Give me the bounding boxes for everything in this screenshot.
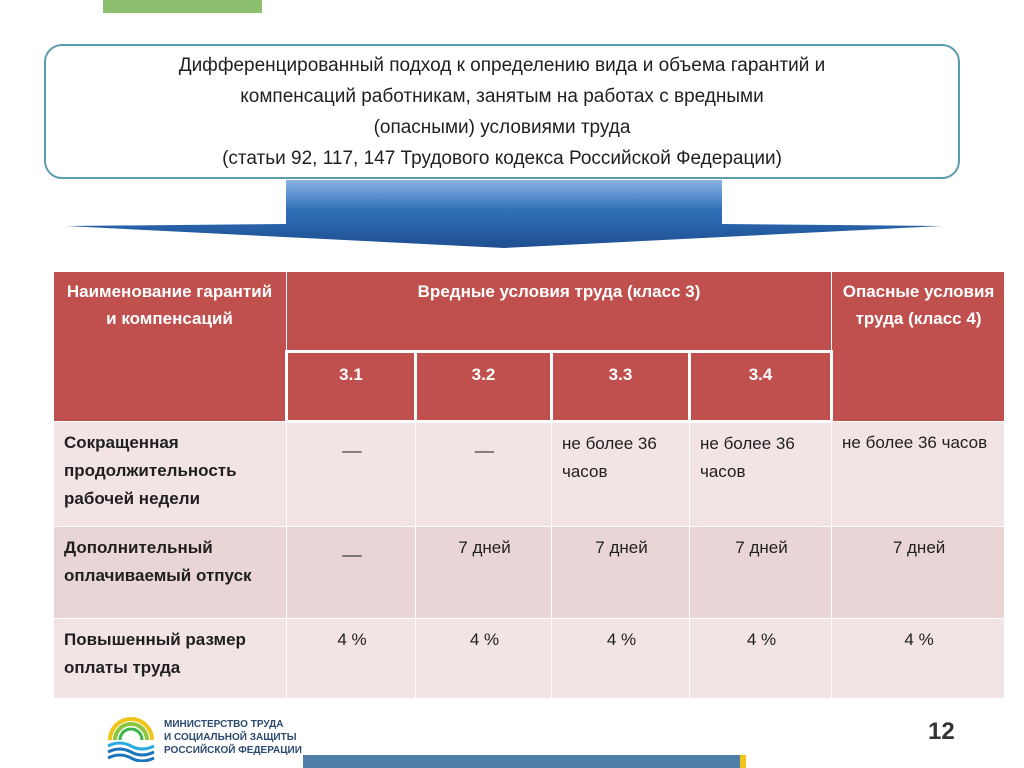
table-row (54, 527, 1005, 619)
ministry-logo-icon (106, 716, 156, 762)
down-arrow-banner (66, 180, 942, 248)
guarantees-table (53, 271, 1005, 699)
bottom-accent-mark (740, 755, 746, 768)
table-cell: не более 36 часов (690, 422, 832, 527)
page-number: 12 (928, 718, 955, 745)
header-name-column: Наименование гарантий и компенсаций (54, 272, 287, 422)
table-cell: не более 36 часов (832, 422, 1005, 527)
table-cell: 4 % (287, 619, 416, 699)
table-cell: 7 дней (832, 527, 1005, 619)
table-cell: 4 % (552, 619, 690, 699)
title-line: (статьи 92, 117, 147 Трудового кодекса Российской Федерации) (222, 147, 782, 169)
table-cell: 4 % (416, 619, 552, 699)
table-row (54, 619, 1005, 699)
table-row (54, 422, 1005, 527)
header-subclass-3-1: 3.1 (287, 352, 416, 422)
table-cell: 7 дней (552, 527, 690, 619)
row-label: Дополнительный оплачиваемый отпуск (54, 527, 287, 619)
title-line: Дифференцированный подход к определению вида и объема гарантий и (178, 54, 826, 76)
header-harmful-conditions: Вредные условия труда (класс 3) (287, 272, 832, 352)
top-accent-bar (103, 0, 262, 13)
title-line: (опасными) условиями труда (373, 116, 631, 138)
ministry-name-line: РОССИЙСКОЙ ФЕДЕРАЦИИ (164, 745, 302, 756)
table-cell: 7 дней (690, 527, 832, 619)
header-dangerous-conditions: Опасные условия труда (класс 4) (832, 272, 1005, 422)
header-subclass-3-3: 3.3 (552, 352, 690, 422)
title-line: компенсаций работникам, занятым на работах с вредными (240, 85, 764, 107)
header-subclass-3-2: 3.2 (416, 352, 552, 422)
header-subclass-3-4: 3.4 (690, 352, 832, 422)
table-cell: __ (287, 422, 416, 527)
table-cell: 4 % (690, 619, 832, 699)
table-cell: __ (416, 422, 552, 527)
table-cell: 7 дней (416, 527, 552, 619)
table-cell: __ (287, 527, 416, 619)
ministry-name (164, 718, 302, 757)
ministry-name-line: МИНИСТЕРСТВО ТРУДА (164, 719, 284, 730)
title-box (44, 44, 960, 179)
table-cell: 4 % (832, 619, 1005, 699)
row-label: Сокращенная продолжительность рабочей недели (54, 422, 287, 527)
table-cell: не более 36 часов (552, 422, 690, 527)
ministry-name-line: И СОЦИАЛЬНОЙ ЗАЩИТЫ (164, 732, 297, 743)
row-label: Повышенный размер оплаты труда (54, 619, 287, 699)
bottom-accent-bar (303, 755, 740, 768)
